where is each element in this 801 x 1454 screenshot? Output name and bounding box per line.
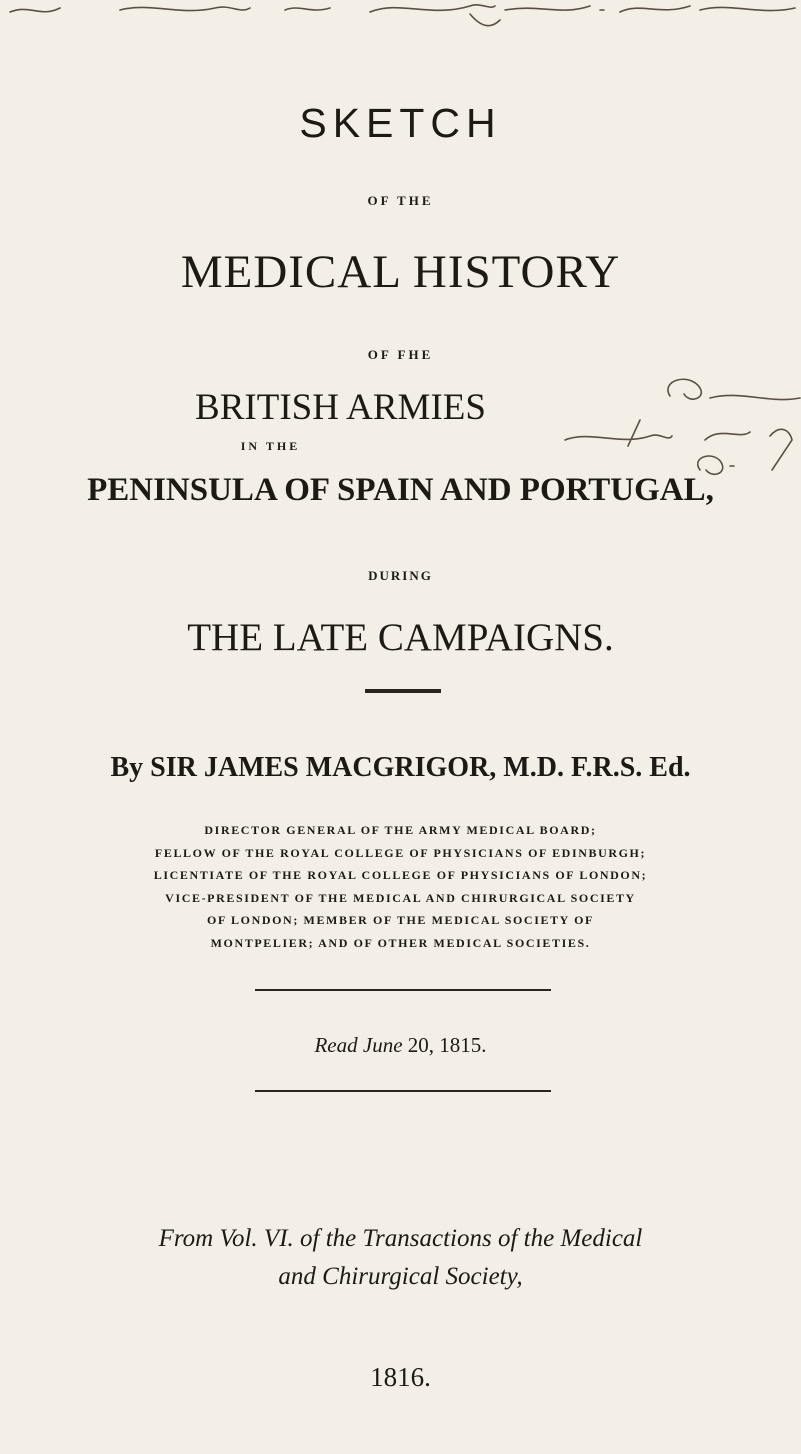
author-line: By SIR JAMES MACGRIGOR, M.D. F.R.S. Ed. bbox=[110, 752, 691, 783]
credential-line: MONTPELIER; AND OF OTHER MEDICAL SOCIETIES. bbox=[210, 935, 591, 950]
source-note bbox=[0, 1220, 801, 1296]
publication-year: 1816. bbox=[370, 1362, 431, 1392]
title-british-armies: BRITISH ARMIES bbox=[195, 387, 486, 428]
credential-line: LICENTIATE OF THE ROYAL COLLEGE OF PHYSICIANS OF LONDON; bbox=[153, 868, 648, 882]
credential-line: VICE-PRESIDENT OF THE MEDICAL AND CHIRURGICAL SOCIETY bbox=[165, 890, 636, 905]
source-line-1: From Vol. VI. of the Transactions of the Medical bbox=[158, 1225, 643, 1252]
credential-line: OF LONDON; MEMBER OF THE MEDICAL SOCIETY OF bbox=[207, 913, 594, 927]
read-date-value: 20, 1815. bbox=[407, 1033, 487, 1057]
read-prefix: Read June bbox=[314, 1033, 403, 1057]
title-of-the: OF THE bbox=[367, 193, 434, 208]
credential-line: FELLOW OF THE ROYAL COLLEGE OF PHYSICIANS OF EDINBURGH; bbox=[154, 845, 647, 860]
title-of-fhe: OF FHE bbox=[367, 347, 434, 362]
title-in-the: IN THE bbox=[240, 439, 301, 453]
credential-line: DIRECTOR GENERAL OF THE ARMY MEDICAL BOARD; bbox=[204, 823, 597, 837]
title-sketch: SKETCH bbox=[299, 100, 502, 146]
title-medical-history: MEDICAL HISTORY bbox=[180, 246, 621, 298]
source-line-2: and Chirurgical Society, bbox=[278, 1263, 523, 1290]
title-peninsula: PENINSULA OF SPAIN AND PORTUGAL, bbox=[87, 472, 714, 508]
title-late-campaigns: THE LATE CAMPAIGNS. bbox=[187, 616, 614, 659]
divider bbox=[255, 1090, 551, 1092]
divider bbox=[365, 689, 441, 693]
divider bbox=[255, 989, 551, 991]
read-date bbox=[0, 1033, 801, 1058]
author-credentials bbox=[0, 819, 801, 954]
title-during: DURING bbox=[368, 568, 433, 583]
